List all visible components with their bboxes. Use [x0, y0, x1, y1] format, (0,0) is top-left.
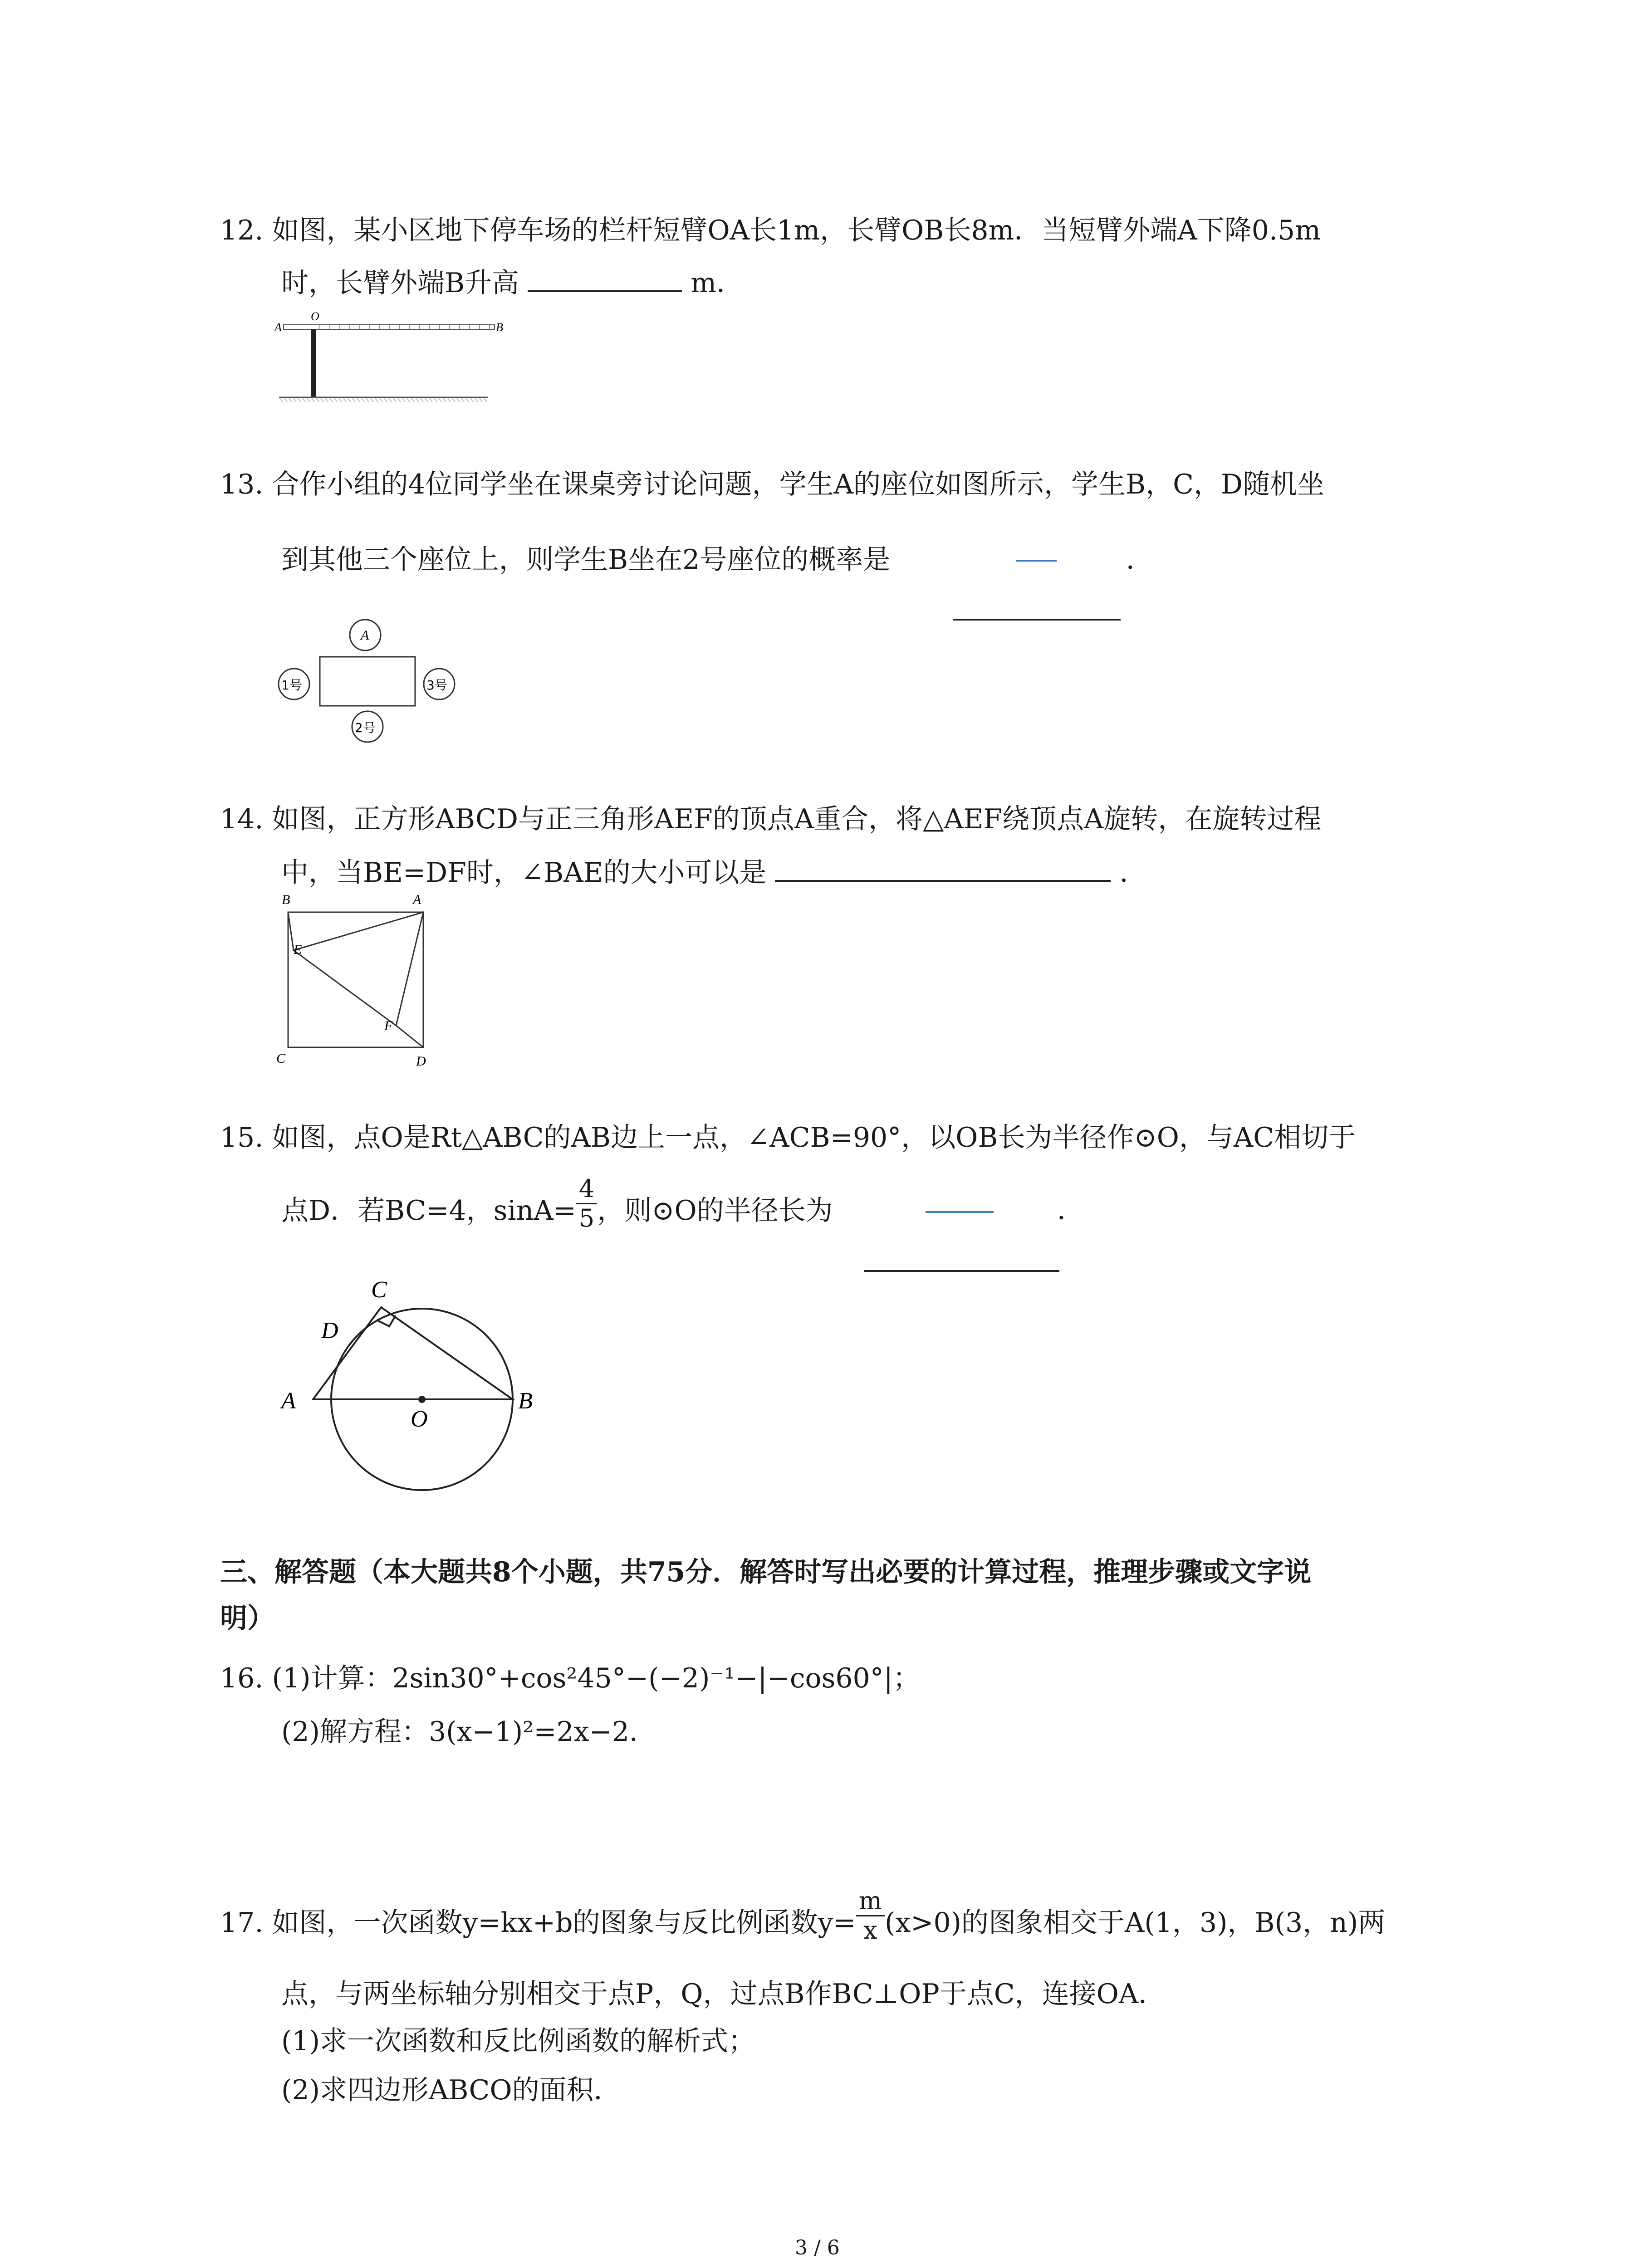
q13-answer-blank[interactable] — [953, 619, 1121, 621]
q12-ground-hatch-line — [316, 398, 319, 402]
q12-ground-hatch-line — [416, 398, 419, 402]
q12-ground-hatch-line — [402, 398, 405, 402]
q12-ground-hatch-line — [407, 398, 410, 402]
q12-ground-hatch-line — [425, 398, 428, 402]
q12-figure — [274, 308, 510, 413]
q12-ground-hatch-line — [321, 398, 323, 402]
q12-label-a: A — [274, 321, 282, 334]
q17-line3: (1)求一次函数和反比例函数的解析式； — [281, 2025, 755, 2057]
q14-segment-be — [288, 912, 294, 950]
q13-line1: 13. 合作小组的4位同学坐在课桌旁讨论问题，学生A的座位如图所示，学生B，C，D随机坐 — [220, 469, 1325, 500]
q12-ground-hatch-line — [362, 398, 364, 402]
q13-line2 — [281, 543, 890, 577]
q15-answer-blank[interactable] — [864, 1270, 1059, 1272]
q17-frac-den: x — [863, 1916, 877, 1945]
q15-label-b: B — [518, 1388, 533, 1414]
q12-ground-hatch-line — [393, 398, 396, 402]
q17-fraction — [856, 1887, 885, 1945]
q15-center-dot — [418, 1396, 426, 1403]
q12-line1: 12. 如图，某小区地下停车场的栏杆短臂OA长1m，长臂OB长8m．当短臂外端A下降0.5m — [220, 215, 1321, 246]
q14-label-a: A — [413, 892, 421, 907]
q12-ground-hatch-line — [353, 398, 355, 402]
q12-ground-hatch-line — [325, 398, 328, 402]
q14-label-c: C — [276, 1051, 286, 1066]
q12-ground-hatch-line — [384, 398, 387, 402]
q12-ground-hatch-line — [289, 398, 292, 402]
q13-seat-3-label: 3号 — [426, 678, 447, 693]
q12-ground-hatch-line — [298, 398, 301, 402]
q15-fraction — [576, 1175, 597, 1232]
q14-segment-df — [396, 1026, 423, 1047]
q12-line2 — [281, 266, 744, 300]
q15-label-o: O — [411, 1406, 428, 1432]
q12-ground-hatch-line — [421, 398, 423, 402]
q13-line2-text: 到其他三个座位上，则学生B坐在2号座位的概率是 — [281, 544, 891, 576]
q13-figure — [272, 617, 463, 753]
q12-ground-hatch — [280, 398, 487, 402]
q14-figure — [274, 891, 429, 1073]
q13-seat-1-label: 1号 — [281, 678, 302, 693]
q12-ground-hatch-line — [303, 398, 305, 402]
q12-ground-hatch-line — [371, 398, 373, 402]
q14-line2 — [281, 855, 1147, 890]
q14-line2-text: 中，当BE=DF时，∠BAE的大小可以是 — [281, 857, 767, 889]
q12-ground-hatch-line — [375, 398, 378, 402]
q15-line2-text: 点D．若BC=4，sinA= — [281, 1195, 576, 1227]
q12-ground-hatch-line — [439, 398, 441, 402]
section3-heading-line2: 明） — [220, 1603, 274, 1634]
q12-post — [311, 329, 316, 397]
q12-ground-hatch-line — [461, 398, 464, 402]
q12-ground-hatch-line — [380, 398, 382, 402]
q12-ground-hatch-line — [339, 398, 342, 402]
q12-ground-hatch-line — [389, 398, 392, 402]
q15-frac-den: 5 — [578, 1204, 595, 1232]
q12-line2-text: 时，长臂外端B升高 — [281, 267, 519, 299]
q15-figure — [272, 1270, 544, 1497]
q12-ground-hatch-line — [484, 398, 487, 402]
q15-right-angle — [377, 1315, 396, 1326]
q12-barrier-arm — [284, 325, 495, 329]
q12-ground-hatch-line — [411, 398, 414, 402]
q12-ground-hatch-line — [330, 398, 333, 402]
q12-ground-hatch-line — [443, 398, 446, 402]
q12-arm-ticks — [320, 325, 490, 329]
q15-blue-dash — [926, 1211, 994, 1213]
q12-ground-hatch-line — [312, 398, 314, 402]
q14-triangle — [294, 912, 423, 1026]
q14-period: ． — [1119, 857, 1147, 889]
q12-ground-hatch-line — [448, 398, 451, 402]
q13-desk — [320, 657, 415, 706]
q12-ground-hatch-line — [398, 398, 401, 402]
q15-line2 — [281, 1174, 833, 1232]
q14-line1: 14. 如图，正方形ABCD与正三角形AEF的顶点A重合，将△AEF绕顶点A旋转，在旋转过程 — [220, 803, 1322, 835]
q13-period: ． — [1126, 544, 1153, 576]
q12-ground-hatch-line — [475, 398, 478, 402]
q12-ground-hatch-line — [348, 398, 351, 402]
q12-answer-blank[interactable] — [528, 290, 682, 292]
q12-ground-hatch-line — [357, 398, 360, 402]
q12-ground-hatch-line — [294, 398, 296, 402]
q12-line2-unit: m． — [691, 267, 744, 299]
q12-ground-hatch-line — [470, 398, 473, 402]
q12-ground-hatch-line — [343, 398, 346, 402]
q15-line2-text-b: ，则⊙O的半径长为 — [597, 1195, 833, 1227]
q15-label-a: A — [281, 1388, 296, 1414]
section3-heading-line1: 三、解答题（本大题共8个小题，共75分．解答时写出必要的计算过程，推理步骤或文字说 — [220, 1556, 1312, 1588]
q12-ground-hatch-line — [284, 398, 287, 402]
q14-answer-blank[interactable] — [775, 880, 1111, 882]
q12-ground-hatch-line — [452, 398, 455, 402]
q13-blue-dash — [1016, 560, 1057, 562]
q17-line4: (2)求四边形ABCO的面积． — [281, 2074, 621, 2106]
q14-label-d: D — [416, 1054, 426, 1069]
q12-ground-hatch-line — [366, 398, 369, 402]
q14-label-f: F — [384, 1018, 393, 1033]
q15-period: ． — [1057, 1194, 1084, 1226]
q12-ground-hatch-line — [457, 398, 460, 402]
q15-frac-num: 4 — [576, 1175, 597, 1204]
q12-ground-hatch-line — [307, 398, 310, 402]
q15-label-d: D — [321, 1318, 338, 1344]
q14-label-b: B — [282, 892, 290, 907]
q16-line1: 16. (1)计算：2sin30°+cos²45°−(−2)⁻¹−|−cos60°|； — [220, 1662, 920, 1694]
q12-ground-hatch-line — [334, 398, 337, 402]
q13-seat-a-label: A — [361, 628, 369, 643]
q15-label-c: C — [371, 1277, 387, 1303]
q17-frac-num: m — [856, 1887, 885, 1916]
q12-label-b: B — [496, 321, 503, 334]
q12-ground-hatch-line — [280, 398, 283, 402]
q12-ground-hatch-line — [430, 398, 432, 402]
q15-line1: 15. 如图，点O是Rt△ABC的AB边上一点，∠ACB=90°，以OB长为半径作⊙O，与AC相切于 — [220, 1122, 1356, 1154]
q17-line1-text: 17. 如图，一次函数y=kx+b的图象与反比例函数y= — [220, 1907, 856, 1939]
q17-line2: 点，与两坐标轴分别相交于点P，Q，过点B作BC⊥OP于点C，连接OA． — [281, 1978, 1166, 2010]
q17-line1-text-b: (x>0)的图象相交于A(1，3)，B(3，n)两 — [884, 1907, 1386, 1939]
page-number: 3 / 6 — [795, 2236, 840, 2259]
q16-line2: (2)解方程：3(x−1)²=2x−2． — [281, 1716, 657, 1748]
q14-label-e: E — [294, 942, 302, 957]
q12-ground-hatch-line — [466, 398, 469, 402]
q12-ground-hatch-line — [434, 398, 437, 402]
q17-line1 — [220, 1887, 1386, 1945]
q12-ground-hatch-line — [480, 398, 482, 402]
q13-seat-2-label: 2号 — [355, 720, 376, 735]
q12-label-o: O — [311, 310, 319, 323]
